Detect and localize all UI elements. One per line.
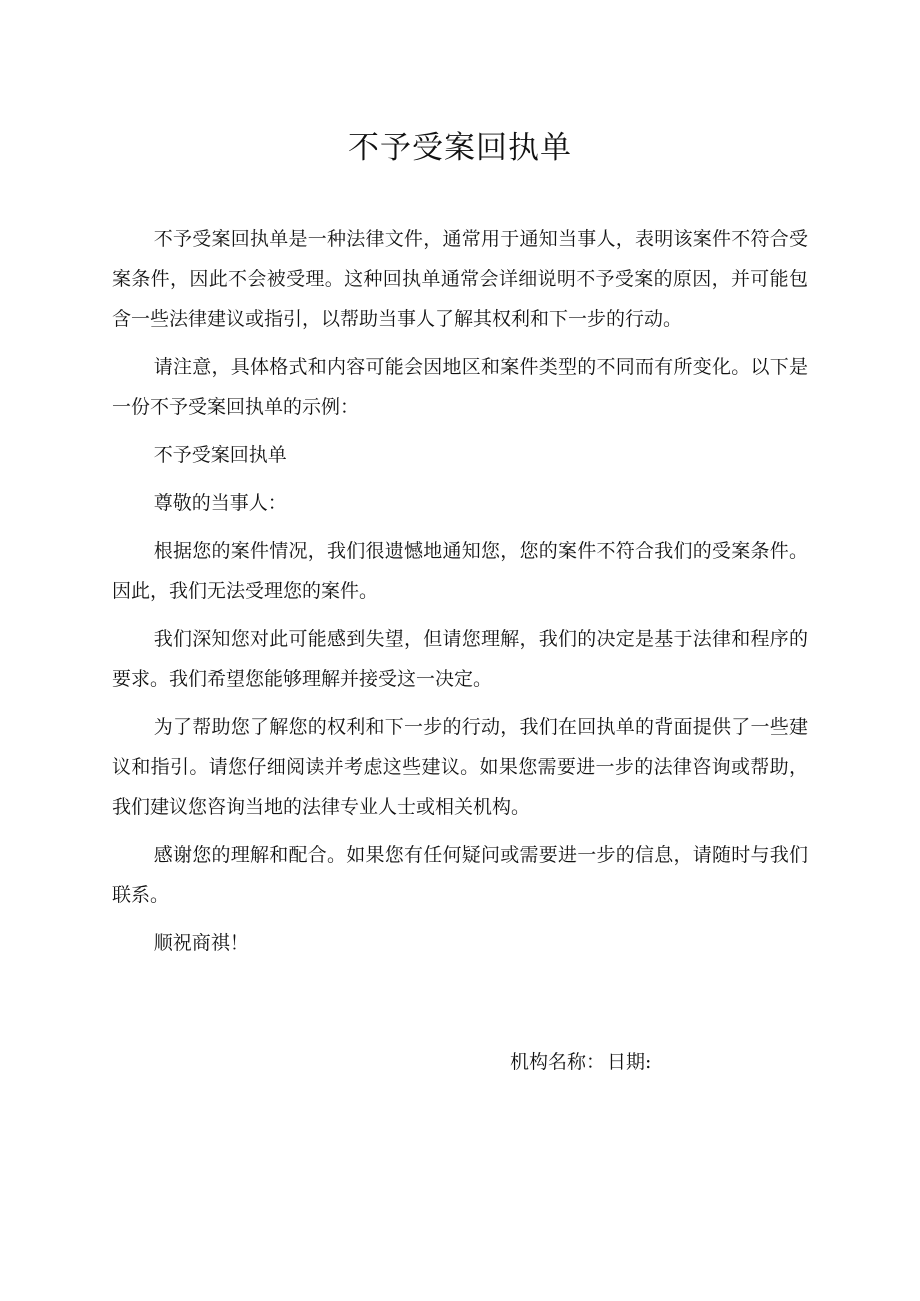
thanks-paragraph: 感谢您的理解和配合。如果您有任何疑问或需要进一步的信息，请随时与我们联系。 — [112, 844, 808, 906]
closing-line: 顺祝商祺！ — [153, 932, 249, 954]
notice-paragraph: 根据您的案件情况，我们很遗憾地通知您，您的案件不符合我们的受案条件。因此，我们无法受理您的案件。 — [112, 540, 808, 602]
note-paragraph: 请注意，具体格式和内容可能会因地区和案件类型的不同而有所变化。以下是一份不予受案回执单的示例： — [112, 356, 808, 418]
sample-heading: 不予受案回执单 — [153, 444, 287, 466]
guidance-paragraph: 为了帮助您了解您的权利和下一步的行动，我们在回执单的背面提供了一些建议和指引。请您仔细阅读并考虑这些建议。如果您需要进一步的法律咨询或帮助，我们建议您咨询当地的法律专业人士或相关机构。 — [112, 716, 808, 818]
document-title: 不予受案回执单 — [348, 130, 572, 166]
organization-label: 机构名称： — [510, 1051, 606, 1073]
salutation: 尊敬的当事人： — [153, 492, 287, 514]
date-label: 日期: — [607, 1051, 652, 1073]
document-body — [112, 219, 808, 971]
signoff-line — [510, 1042, 651, 1082]
explanation-paragraph: 我们深知您对此可能感到失望，但请您理解，我们的决定是基于法律和程序的要求。我们希望您能够理解并接受这一决定。 — [112, 628, 808, 690]
intro-paragraph: 不予受案回执单是一种法律文件，通常用于通知当事人，表明该案件不符合受案条件，因此不会被受理。这种回执单通常会详细说明不予受案的原因，并可能包含一些法律建议或指引，以帮助当事人了解其权利和下一步的行动。 — [112, 228, 808, 330]
